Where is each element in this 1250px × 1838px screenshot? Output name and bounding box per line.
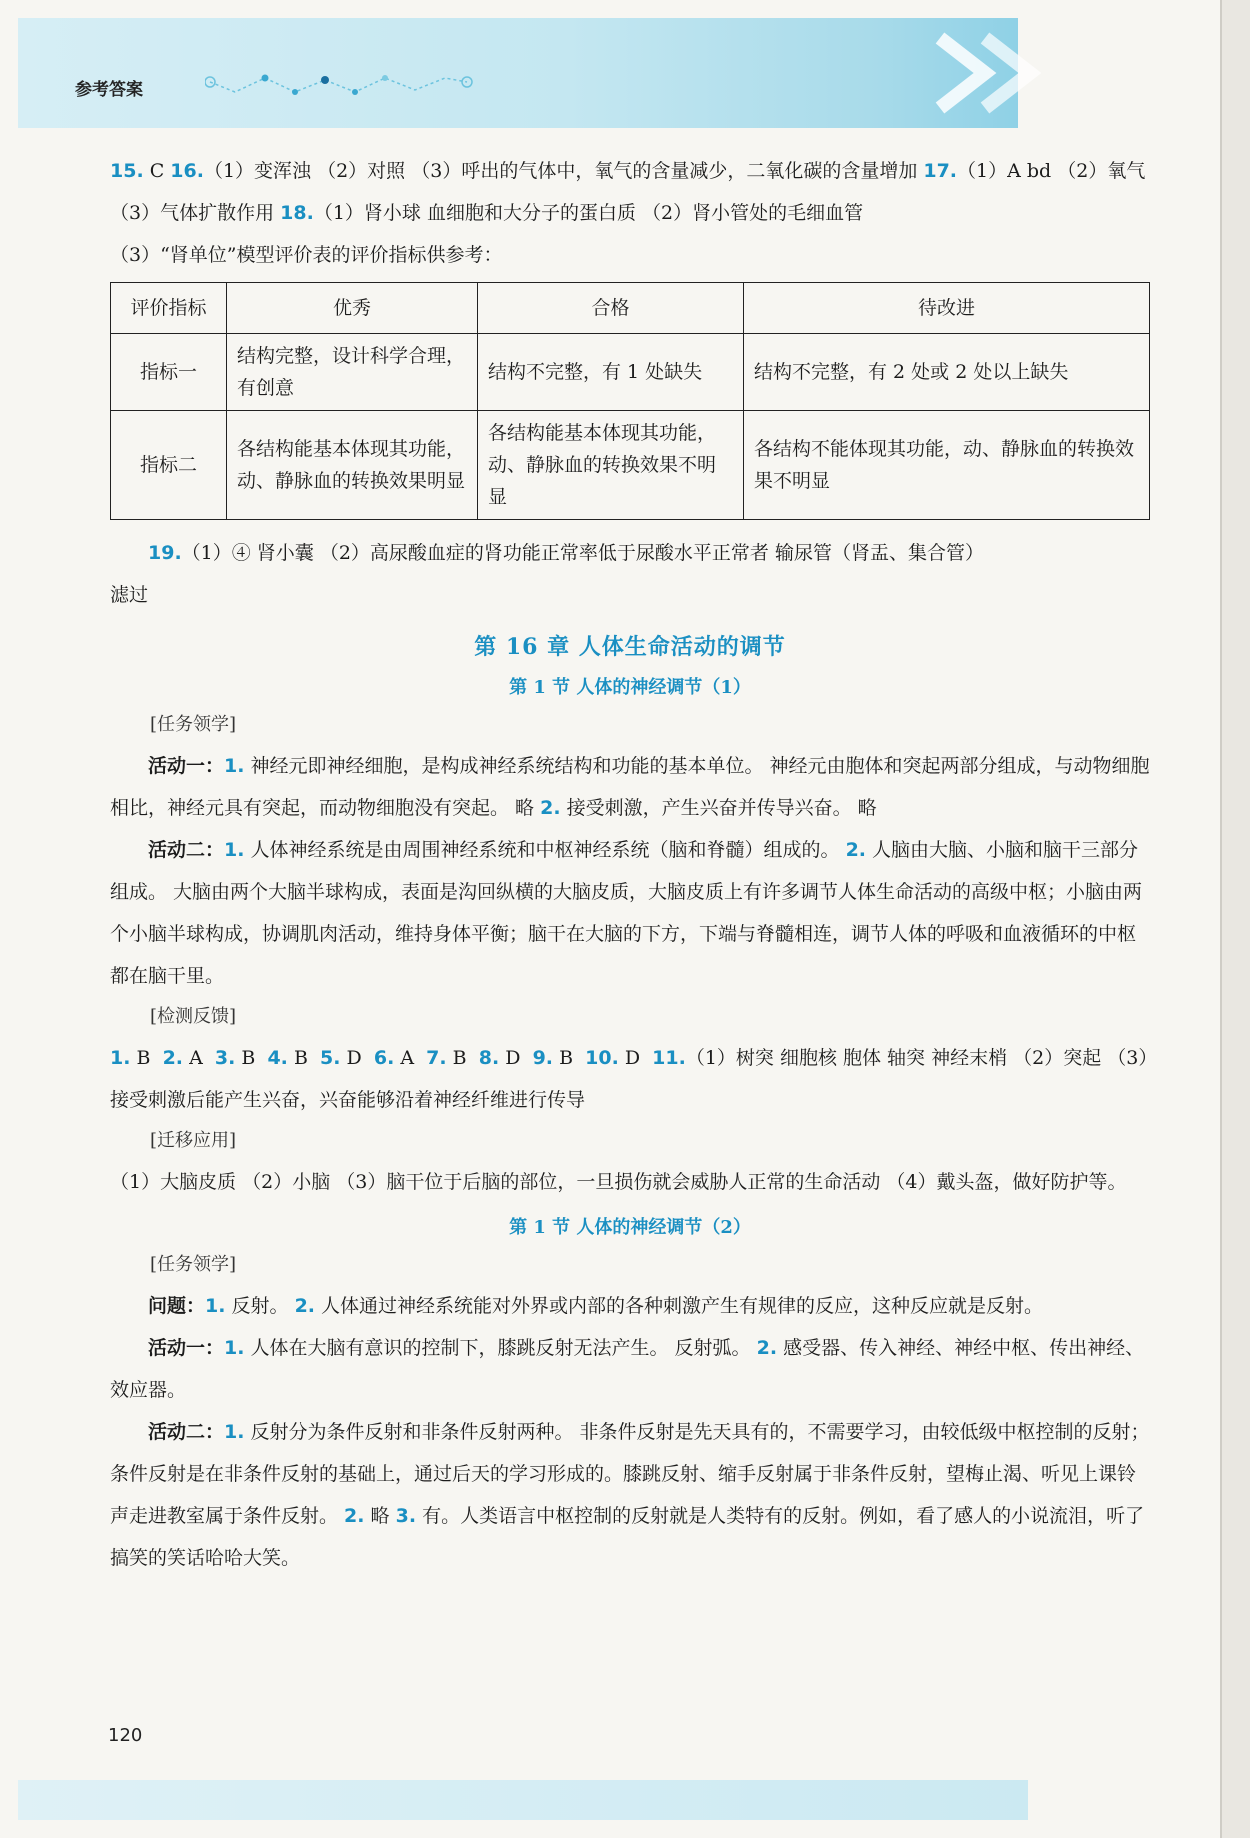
table-cell: 各结构能基本体现其功能，动、静脉血的转换效果不明显 [478, 411, 744, 520]
page-number: 120 [108, 1725, 143, 1746]
item-number: 1. [224, 1337, 245, 1359]
table-cell: 指标二 [111, 411, 227, 520]
task-label: [任务领学] [150, 714, 237, 735]
item-number: 2. [344, 1505, 365, 1527]
activity-two [110, 1411, 1150, 1579]
answer-text: 有。人类语言中枢控制的反射就是人类特有的反射。例如，看了感人的小说流泪，听了搞笑的笑话哈哈大笑。 [110, 1505, 1145, 1569]
task-label: [任务领学] [150, 1254, 237, 1275]
answer-text: 人体神经系统是由周围神经系统和中枢神经系统（脑和脊髓）组成的。 [244, 839, 846, 861]
answer-text: （1）④ 肾小囊 （2）高尿酸血症的肾功能正常率低于尿酸水平正常者 输尿管（肾盂、集合管） [181, 542, 984, 564]
page-edge [1222, 0, 1250, 1838]
table-header-row [111, 283, 1150, 334]
answer-choice: A [400, 1047, 415, 1069]
table-cell: 结构不完整，有 1 处缺失 [478, 334, 744, 411]
header-band [18, 18, 1018, 128]
answer-content [110, 150, 1150, 1579]
answer-text: 接受刺激，产生兴奋并传导兴奋。 略 [560, 797, 877, 819]
answer-18-part3: （3）“肾单位”模型评价表的评价指标供参考： [110, 244, 503, 266]
answer-choice: B [136, 1047, 151, 1069]
table-row [111, 411, 1150, 520]
dotted-wave-decoration-icon [205, 70, 475, 100]
item-number: 2. [540, 797, 561, 819]
check-answers [110, 1037, 1150, 1121]
answer-choice: B [241, 1047, 256, 1069]
question-number: 16. [170, 160, 204, 182]
item-number: 3. [395, 1505, 417, 1527]
answer-text: 略 [364, 1505, 396, 1527]
activity-two [110, 829, 1150, 997]
question-number: 17. [923, 160, 958, 182]
check-label: [检测反馈] [150, 1006, 237, 1027]
item-number: 10. [585, 1047, 619, 1069]
answer-choice: D [505, 1047, 521, 1069]
table-row [111, 334, 1150, 411]
table-header-cell: 待改进 [744, 283, 1150, 334]
answer-text: 神经元即神经细胞，是构成神经系统结构和功能的基本单位。 神经元由胞体和突起两部分组成，与动物细胞相比，神经元具有突起，而动物细胞没有突起。 略 [110, 755, 1150, 819]
item-number: 1. [205, 1295, 226, 1317]
answer-text: （1）A bd （2）氧气 （3）气体扩散作用 [110, 160, 1146, 224]
table-cell: 结构不完整，有 2 处或 2 处以上缺失 [744, 334, 1150, 411]
table-cell: 指标一 [111, 334, 227, 411]
question-number: 18. [280, 202, 314, 224]
item-number: 8. [478, 1047, 500, 1069]
answer-text: C [143, 160, 171, 182]
activity-label: 活动一： [148, 755, 225, 777]
footer-band [18, 1780, 1028, 1820]
answer-text: 人体通过神经系统能对外界或内部的各种刺激产生有规律的反应，这种反应就是反射。 [315, 1295, 1044, 1317]
item-number: 1. [224, 755, 245, 777]
item-number: 2. [294, 1295, 316, 1317]
item-number: 2. [162, 1047, 184, 1069]
activity-label: 活动一： [148, 1337, 225, 1359]
item-number: 1. [224, 1421, 245, 1443]
item-number: 1. [224, 839, 245, 861]
table-header-cell: 合格 [478, 283, 744, 334]
answer-choice: D [624, 1047, 641, 1069]
item-number: 3. [214, 1047, 236, 1069]
item-number: 6. [373, 1047, 395, 1069]
answer-text: 感受器、传入神经、神经中枢、传出神经、效应器。 [110, 1337, 1145, 1401]
section-title: 第 1 节 人体的神经调节（2） [509, 1217, 751, 1238]
answer-choice: D [346, 1047, 362, 1069]
answer-text: 反射分为条件反射和非条件反射两种。 非条件反射是先天具有的，不需要学习，由较低级中枢控制的反射；条件反射是在非条件反射的基础上，通过后天的学习形成的。膝跳反射、缩手反射属于非条件反射，望梅止渴、听见上课铃声走进教室属于条件反射。 [110, 1421, 1150, 1527]
activity-label: 活动二： [148, 839, 225, 861]
item-number: 9. [532, 1047, 554, 1069]
question-label: 问题： [148, 1295, 206, 1317]
header-title: 参考答案 [75, 80, 143, 100]
question-number: 19. [148, 542, 182, 564]
item-number: 2. [756, 1337, 778, 1359]
chapter-title: 第 16 章 人体生命活动的调节 [474, 634, 786, 660]
apply-label: [迁移应用] [150, 1130, 237, 1151]
answer-text: 反射。 [225, 1295, 295, 1317]
item-number: 4. [267, 1047, 288, 1069]
item-number: 7. [426, 1047, 447, 1069]
table-header-cell: 优秀 [227, 283, 478, 334]
section-title: 第 1 节 人体的神经调节（1） [509, 677, 751, 698]
answer-text: （1）变浑浊 （2）对照 （3）呼出的气体中，氧气的含量减少，二氧化碳的含量增加 [203, 160, 924, 182]
item-number: 5. [320, 1047, 341, 1069]
item-number: 1. [110, 1047, 131, 1069]
answer-text: 人体在大脑有意识的控制下，膝跳反射无法产生。 反射弧。 [244, 1337, 757, 1359]
activity-one [110, 1327, 1150, 1411]
chevron-decoration-icon [930, 28, 1050, 118]
table-header-cell: 评价指标 [111, 283, 227, 334]
table-cell: 结构完整，设计科学合理，有创意 [227, 334, 478, 411]
table-cell: 各结构不能体现其功能，动、静脉血的转换效果不明显 [744, 411, 1150, 520]
evaluation-table [110, 282, 1150, 520]
answers-15-18 [110, 150, 1150, 234]
answer-choice: A [189, 1047, 203, 1069]
answer-choice: B [559, 1047, 574, 1069]
answer-text: （1）树突 细胞核 胞体 轴突 神经末梢 （2）突起 （3）接受刺激后能产生兴奋，兴奋能够沿着神经纤维进行传导 [110, 1047, 1148, 1111]
activity-label: 活动二： [148, 1421, 225, 1443]
item-number: 11. [652, 1047, 686, 1069]
answer-choice: B [293, 1047, 308, 1069]
activity-one [110, 745, 1150, 829]
answer-19-continued: 滤过 [110, 584, 149, 606]
answer-text: 人脑由大脑、小脑和脑干三部分组成。 大脑由两个大脑半球构成，表面是沟回纵横的大脑皮质，大脑皮质上有许多调节人体生命活动的高级中枢；小脑由两个小脑半球构成，协调肌肉活动，维持身体平衡；脑干在大脑的下方，下端与脊髓相连，调节人体的呼吸和血液循环的中枢都在脑干里。 [110, 839, 1143, 987]
answer-19 [110, 532, 1150, 574]
question-number: 15. [110, 160, 144, 182]
question-block [110, 1285, 1150, 1327]
table-cell: 各结构能基本体现其功能，动、静脉血的转换效果明显 [227, 411, 478, 520]
apply-answers: （1）大脑皮质 （2）小脑 （3）脑干位于后脑的部位，一旦损伤就会威胁人正常的生命活动 （4）戴头盔，做好防护等。 [110, 1171, 1127, 1193]
answer-text: （1）肾小球 血细胞和大分子的蛋白质 （2）肾小管处的毛细血管 [313, 202, 864, 224]
page-fold-line [1220, 0, 1222, 1838]
answer-choice: B [452, 1047, 467, 1069]
item-number: 2. [845, 839, 867, 861]
